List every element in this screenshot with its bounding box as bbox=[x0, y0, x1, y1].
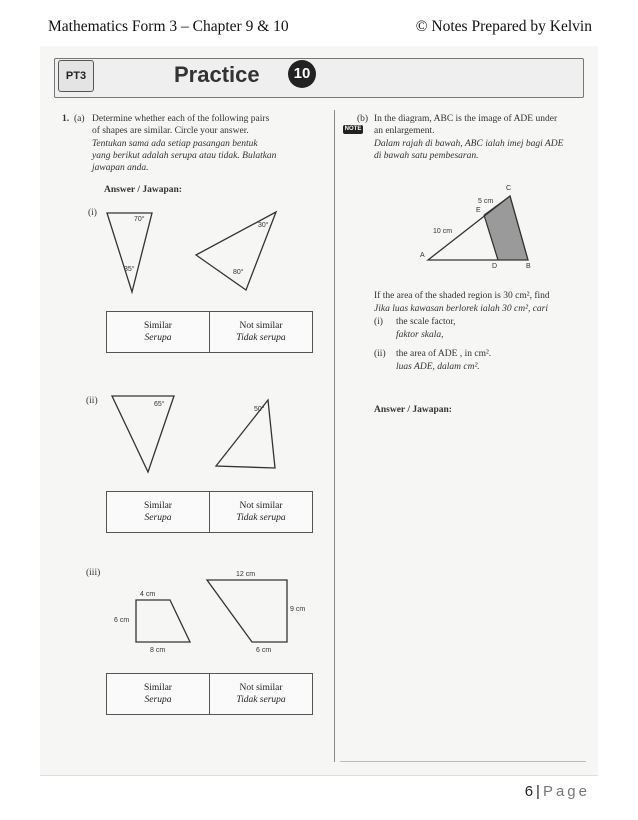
answer-label-a: Answer / Jawapan: bbox=[104, 185, 182, 195]
dim-iii-9cm: 9 cm bbox=[290, 606, 306, 613]
part-a-line2: of shapes are similar. Circle your answer. bbox=[92, 126, 249, 136]
pt3-tag: PT3 bbox=[58, 60, 94, 92]
angle-i-80: 80° bbox=[233, 269, 244, 276]
triangle-ii-right bbox=[216, 400, 275, 468]
answer-label-b: Answer / Jawapan: bbox=[374, 405, 452, 415]
choice-box-iii bbox=[106, 673, 313, 715]
dim-iii-8cm: 8 cm bbox=[150, 647, 166, 654]
choice-iii-similar[interactable]: Similar Serupa bbox=[144, 683, 172, 705]
page-separator: | bbox=[536, 783, 540, 800]
choice-i-not-similar[interactable]: Not similar Tidak serupa bbox=[209, 312, 312, 352]
dim-iii-4cm: 4 cm bbox=[140, 591, 156, 598]
part-b-label: (b) bbox=[357, 114, 369, 124]
page-word: Page bbox=[542, 783, 590, 800]
page-number: 6 bbox=[524, 783, 534, 800]
dim-iii-6cm-b: 6 cm bbox=[256, 647, 272, 654]
vertex-c: C bbox=[506, 185, 512, 192]
part-a-malay1: Tentukan sama ada setiap pasangan bentuk bbox=[92, 139, 258, 149]
vertex-b: B bbox=[526, 263, 531, 270]
part-b-malay1: Dalam rajah di bawah, ABC ialah imej bagi ADE bbox=[374, 139, 564, 149]
page-footer bbox=[525, 783, 590, 800]
trapezium-iii-right bbox=[207, 580, 287, 642]
choice-iii-not-similar[interactable]: Not similar Tidak serupa bbox=[209, 674, 312, 714]
choice-box-ii bbox=[106, 491, 313, 533]
choice-ii-not-similar[interactable]: Not similar Tidak serupa bbox=[209, 492, 312, 532]
choice-ii-similar[interactable]: Similar Serupa bbox=[144, 501, 172, 523]
dim-b-5cm: 5 cm bbox=[478, 198, 494, 205]
header-right: © Notes Prepared by Kelvin bbox=[415, 18, 592, 35]
part-b-i-malay: faktor skala, bbox=[396, 330, 444, 340]
part-b-ii-text: the area of ADE , in cm². bbox=[396, 349, 492, 359]
dim-iii-12cm: 12 cm bbox=[236, 571, 256, 578]
dim-iii-6cm: 6 cm bbox=[114, 617, 130, 624]
practice-number-badge: 10 bbox=[288, 60, 316, 88]
question-number: 1. bbox=[62, 114, 70, 124]
part-b-line2: an enlargement. bbox=[374, 126, 435, 136]
part-a-malay2: yang berikut adalah serupa atau tidak. Bulatkan bbox=[92, 151, 277, 161]
given-malay: Jika luas kawasan berlorek ialah 30 cm², cari bbox=[374, 304, 548, 314]
vertex-e: E bbox=[476, 207, 481, 214]
header-left: Mathematics Form 3 – Chapter 9 & 10 bbox=[48, 18, 289, 35]
part-a-malay3: jawapan anda. bbox=[92, 163, 149, 173]
part-b-line1: In the diagram, ABC is the image of ADE under bbox=[374, 114, 558, 124]
note-badge: NOTE bbox=[344, 126, 362, 132]
subpart-ii-label: (ii) bbox=[86, 396, 98, 406]
angle-ii-50: 50° bbox=[254, 406, 265, 413]
subpart-iii-label: (iii) bbox=[86, 568, 101, 578]
trapezium-iii-left bbox=[136, 600, 190, 642]
shaded-region bbox=[484, 196, 528, 260]
part-b-i-text: the scale factor, bbox=[396, 317, 456, 327]
angle-i-70: 70° bbox=[134, 216, 145, 223]
part-b-ii-malay: luas ADE, dalam cm². bbox=[396, 362, 480, 372]
vertex-d: D bbox=[492, 263, 498, 270]
dim-b-10cm: 10 cm bbox=[433, 228, 453, 235]
part-b-ii-label: (ii) bbox=[374, 349, 386, 359]
practice-title: Practice bbox=[174, 62, 260, 87]
part-a-line1: Determine whether each of the following pairs bbox=[92, 114, 270, 124]
part-b-i-label: (i) bbox=[374, 317, 383, 327]
part-b-malay2: di bawah satu pembesaran. bbox=[374, 151, 479, 161]
subpart-i-label: (i) bbox=[88, 208, 97, 218]
answer-line bbox=[340, 761, 586, 762]
given-line: If the area of the shaded region is 30 cm², find bbox=[374, 291, 550, 301]
part-a-label: (a) bbox=[74, 114, 85, 124]
vertex-a: A bbox=[420, 252, 425, 259]
triangle-i-left bbox=[107, 213, 152, 292]
choice-i-similar[interactable]: Similar Serupa bbox=[144, 321, 172, 343]
angle-i-30: 30° bbox=[258, 222, 269, 229]
angle-i-35: 35° bbox=[124, 266, 135, 273]
choice-box-i bbox=[106, 311, 313, 353]
angle-ii-65: 65° bbox=[154, 401, 165, 408]
footer-rule bbox=[40, 775, 598, 776]
